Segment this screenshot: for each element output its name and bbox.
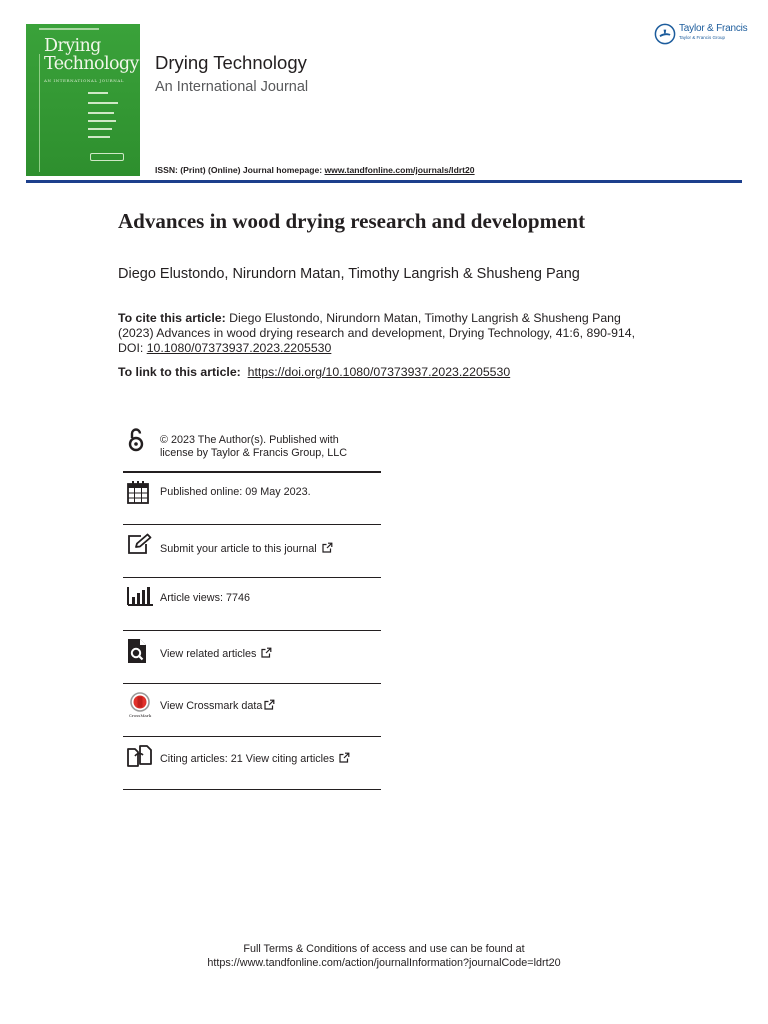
- open-access-row: [123, 427, 381, 463]
- info-divider: [123, 524, 381, 525]
- document-search-icon: [127, 638, 147, 664]
- article-authors: Diego Elustondo, Nirundorn Matan, Timothy Langrish & Shusheng Pang: [118, 266, 580, 282]
- journal-title: Drying Technology: [155, 52, 307, 73]
- citation-label: To cite this article:: [118, 311, 226, 325]
- cover-title: Drying Technology: [44, 36, 139, 74]
- citing-documents-icon: [127, 744, 153, 768]
- view-related-articles-link[interactable]: View related articles: [160, 648, 257, 660]
- open-access-lock-icon: [127, 427, 145, 453]
- info-divider: [123, 471, 381, 473]
- footer-terms: [0, 942, 768, 970]
- external-link-icon: [322, 542, 333, 553]
- view-crossmark-data-link[interactable]: View Crossmark data: [160, 700, 263, 712]
- info-divider: [123, 577, 381, 578]
- taylor-francis-emblem-icon: [654, 23, 676, 45]
- article-views-row: [123, 586, 381, 614]
- submit-article-row[interactable]: [123, 533, 381, 561]
- published-row: [123, 480, 381, 508]
- article-link-label: To link to this article:: [118, 365, 241, 379]
- citation-doi-label: DOI:: [118, 341, 147, 355]
- publisher-name: Taylor & Francis: [679, 23, 748, 34]
- crossmark-icon: [127, 692, 153, 714]
- article-title: Advances in wood drying research and development: [118, 209, 586, 233]
- journal-cover-image: [26, 24, 140, 176]
- footer-terms-link[interactable]: https://www.tandfonline.com/action/journalInformation?journalCode=ldrt20: [207, 957, 561, 969]
- citation-authors: Diego Elustondo, Nirundorn Matan, Timothy Langrish & Shusheng Pang: [225, 311, 621, 325]
- info-divider: [123, 789, 381, 790]
- external-link-icon: [261, 647, 272, 658]
- license-line-1: © 2023 The Author(s). Published with: [160, 434, 339, 446]
- related-articles-row[interactable]: [123, 638, 381, 666]
- view-citing-articles-link[interactable]: Citing articles: 21 View citing articles: [160, 753, 335, 765]
- crossmark-icon-label: CrossMark: [128, 713, 152, 718]
- info-divider: [123, 683, 381, 684]
- citation-block: [118, 311, 658, 356]
- external-link-icon: [339, 752, 350, 763]
- publisher-group: Taylor & Francis Group: [679, 35, 726, 40]
- citation-doi-link[interactable]: 10.1080/07373937.2023.2205530: [146, 341, 332, 355]
- cover-subtitle: AN INTERNATIONAL JOURNAL: [44, 78, 125, 83]
- article-link-line: [118, 365, 510, 379]
- calendar-icon: [127, 480, 149, 504]
- published-online-date: Published online: 09 May 2023.: [160, 486, 311, 498]
- submit-article-link[interactable]: Submit your article to this journal: [160, 543, 317, 555]
- info-divider: [123, 736, 381, 737]
- citing-articles-row[interactable]: [123, 744, 381, 772]
- bar-chart-icon: [127, 586, 153, 606]
- article-views-count: Article views: 7746: [160, 592, 251, 604]
- info-divider: [123, 630, 381, 631]
- taylor-francis-logo: [654, 22, 754, 48]
- crossmark-badge: [127, 692, 153, 720]
- header-divider: [26, 180, 742, 183]
- external-link-icon: [264, 699, 275, 710]
- article-doi-link[interactable]: https://doi.org/10.1080/07373937.2023.2205530: [247, 365, 511, 379]
- license-line-2: license by Taylor & Francis Group, LLC: [160, 446, 348, 459]
- footer-terms-text: Full Terms & Conditions of access and use can be found at: [243, 943, 525, 955]
- citation-details: (2023) Advances in wood drying research and development, Drying Technology, 41:6, 890-914,: [118, 326, 636, 340]
- journal-subtitle: An International Journal: [155, 79, 309, 95]
- edit-note-icon: [127, 533, 153, 555]
- crossmark-row[interactable]: [123, 692, 381, 722]
- issn-label: ISSN: (Print) (Online) Journal homepage:: [155, 165, 325, 175]
- issn-line: [155, 165, 475, 175]
- journal-homepage-link[interactable]: www.tandfonline.com/journals/ldrt20: [324, 165, 475, 175]
